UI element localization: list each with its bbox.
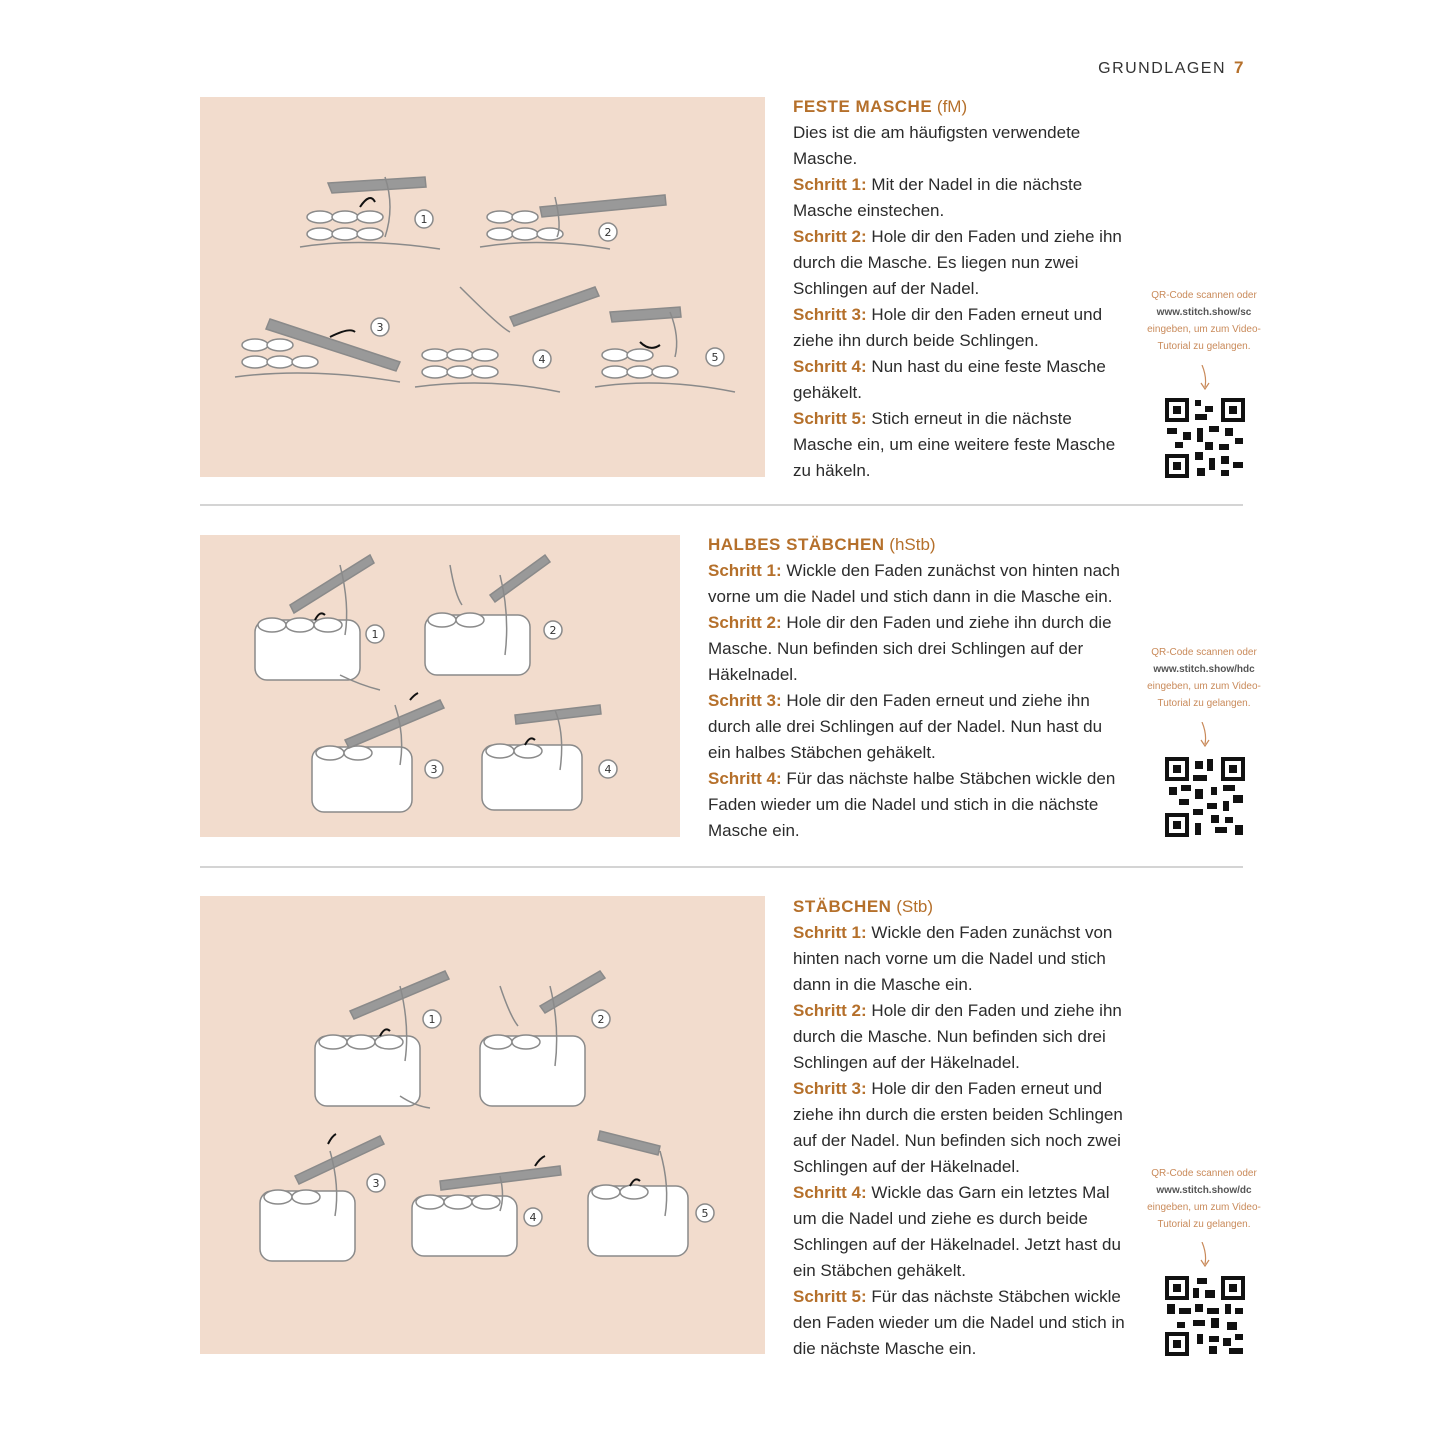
figure-number-4: 4 — [538, 353, 546, 366]
section-name: GRUNDLAGEN — [1098, 60, 1227, 77]
stitch-figure-1 — [300, 177, 440, 249]
figure-number-3: 3 — [372, 1177, 380, 1190]
figure-number-3: 3 — [430, 763, 438, 776]
crochet-illustration-dc — [200, 896, 765, 1354]
step-4: Schritt 4: Wickle das Garn ein letztes Mal um die Nadel und ziehe es durch beide Schlingen auf der Häkelnadel. Jetzt hast du ein Stäbchen gehäkelt. — [793, 1183, 1121, 1280]
qr-code-icon[interactable] — [1165, 1276, 1245, 1356]
figure-number-2: 2 — [549, 624, 557, 637]
step-1: Schritt 1: Mit der Nadel in die nächste Masche einstechen. — [793, 175, 1083, 220]
section-divider — [200, 504, 1243, 506]
figure-number-1: 1 — [371, 628, 379, 641]
video-url[interactable]: www.stitch.show/hdc — [1153, 664, 1255, 675]
arrow-down-icon — [1198, 365, 1212, 391]
section-heading: STÄBCHEN (Stb) — [793, 897, 934, 916]
stitch-figure-1 — [315, 971, 449, 1108]
step-2: Schritt 2: Hole dir den Faden und ziehe ihn durch die Masche. Es liegen nun zwei Schlingen auf der Nadel. — [793, 227, 1122, 298]
step-1: Schritt 1: Wickle den Faden zunächst von hinten nach vorne um die Nadel und stich dann in die Masche ein. — [708, 561, 1121, 606]
qr-note-sc: QR-Code scannen oder www.stitch.show/sc eingeben, um zum Video- Tutorial zu gelangen. — [1134, 287, 1274, 355]
step-3: Schritt 3: Hole dir den Faden erneut und ziehe ihn durch alle drei Schlingen auf der Nadel. Nun hast du ein halbes Stäbchen gehäkelt. — [708, 691, 1103, 762]
qr-note-hdc: QR-Code scannen oder www.stitch.show/hdc eingeben, um zum Video- Tutorial zu gelangen. — [1134, 644, 1274, 712]
figure-number-5: 5 — [711, 351, 719, 364]
figure-number-3: 3 — [376, 321, 384, 334]
step-3: Schritt 3: Hole dir den Faden erneut und ziehe ihn durch beide Schlingen. — [793, 305, 1103, 350]
qr-code-icon[interactable] — [1165, 757, 1245, 837]
crochet-illustration-hdc — [200, 535, 680, 837]
qr-note-dc: QR-Code scannen oder www.stitch.show/dc eingeben, um zum Video- Tutorial zu gelangen. — [1134, 1165, 1274, 1233]
stitch-figure-5 — [595, 307, 735, 392]
step-3: Schritt 3: Hole dir den Faden erneut und ziehe ihn durch die ersten beiden Schlingen auf der Nadel. Nun befinden sich noch zwei Schlingen auf der Häkelnadel. — [793, 1079, 1123, 1176]
stitch-figure-4 — [415, 287, 599, 392]
stitch-figure-3 — [312, 693, 444, 812]
stitch-figure-3 — [235, 318, 400, 382]
section-text-dc — [793, 894, 1133, 1362]
section-intro: Dies ist die am häufigsten verwendete Masche. — [793, 123, 1081, 168]
stitch-figure-2 — [480, 971, 610, 1106]
running-header — [1098, 58, 1245, 78]
stitch-figure-2 — [480, 195, 666, 249]
video-url[interactable]: www.stitch.show/dc — [1156, 1185, 1252, 1196]
stitch-figure-1 — [255, 555, 384, 690]
stitch-figure-4 — [412, 1156, 561, 1256]
illustration-panel-sc — [200, 97, 765, 477]
figure-number-5: 5 — [701, 1207, 709, 1220]
section-heading: FESTE MASCHE (fM) — [793, 97, 968, 116]
qr-code-icon[interactable] — [1165, 398, 1245, 478]
arrow-down-icon — [1198, 1242, 1212, 1268]
figure-number-1: 1 — [420, 213, 428, 226]
video-url[interactable]: www.stitch.show/sc — [1156, 307, 1252, 318]
illustration-panel-hdc — [200, 535, 680, 837]
stitch-figure-2 — [425, 555, 562, 675]
stitch-figure-5 — [588, 1131, 714, 1256]
figure-number-1: 1 — [428, 1013, 436, 1026]
figure-number-4: 4 — [529, 1211, 537, 1224]
step-2: Schritt 2: Hole dir den Faden und ziehe ihn durch die Masche. Nun befinden sich drei Schlingen auf der Häkelnadel. — [708, 613, 1112, 684]
arrow-down-icon — [1198, 722, 1212, 748]
step-4: Schritt 4: Für das nächste halbe Stäbchen wickle den Faden wieder um die Nadel und stich in die nächste Masche ein. — [708, 769, 1116, 840]
section-heading: HALBES STÄBCHEN (hStb) — [708, 535, 936, 554]
stitch-figure-4 — [482, 705, 617, 810]
step-5: Schritt 5: Stich erneut in die nächste Masche ein, um eine weitere feste Masche zu häkeln. — [793, 409, 1116, 480]
section-text-hdc — [708, 532, 1128, 844]
step-2: Schritt 2: Hole dir den Faden und ziehe ihn durch die Masche. Nun befinden sich drei Schlingen auf der Häkelnadel. — [793, 1001, 1122, 1072]
section-text-sc — [793, 94, 1133, 484]
figure-number-2: 2 — [597, 1013, 605, 1026]
figure-number-4: 4 — [604, 763, 612, 776]
page-number: 7 — [1234, 58, 1245, 77]
stitch-figure-3 — [260, 1134, 385, 1261]
step-5: Schritt 5: Für das nächste Stäbchen wickle den Faden wieder um die Nadel und stich in die nächste Masche ein. — [793, 1287, 1125, 1358]
step-4: Schritt 4: Nun hast du eine feste Masche gehäkelt. — [793, 357, 1106, 402]
step-1: Schritt 1: Wickle den Faden zunächst von hinten nach vorne um die Nadel und stich dann in die Masche ein. — [793, 923, 1113, 994]
illustration-panel-dc — [200, 896, 765, 1354]
crochet-illustration-sc — [200, 97, 765, 477]
figure-number-2: 2 — [604, 226, 612, 239]
section-divider — [200, 866, 1243, 868]
